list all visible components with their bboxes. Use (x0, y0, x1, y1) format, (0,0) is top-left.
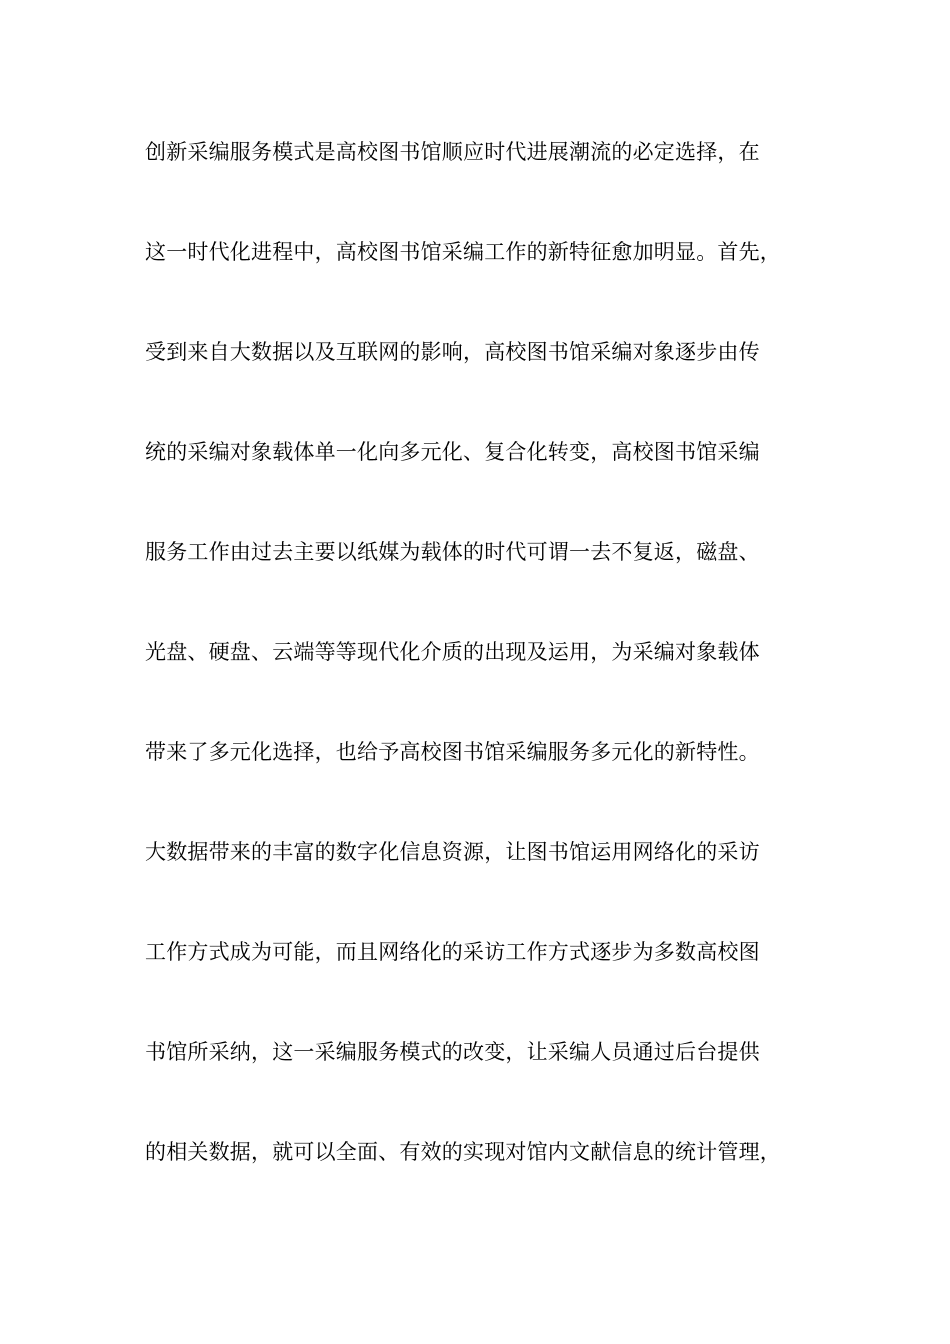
text-line: 统的采编对象载体单一化向多元化、复合化转变，高校图书馆采编 (145, 440, 760, 464)
text-line: 带来了多元化选择，也给予高校图书馆采编服务多元化的新特性。 (145, 740, 760, 764)
text-line: 服务工作由过去主要以纸媒为载体的时代可谓一去不复返，磁盘、 (145, 540, 760, 564)
body-text (145, 132, 825, 1232)
text-line: 这一时代化进程中，高校图书馆采编工作的新特征愈加明显。首先， (145, 240, 781, 264)
text-line: 光盘、硬盘、云端等等现代化介质的出现及运用，为采编对象载体 (145, 640, 760, 664)
text-line: 大数据带来的丰富的数字化信息资源，让图书馆运用网络化的采访 (145, 840, 760, 864)
text-line: 受到来自大数据以及互联网的影响，高校图书馆采编对象逐步由传 (145, 340, 760, 364)
text-line: 书馆所采纳，这一采编服务模式的改变，让采编人员通过后台提供 (145, 1040, 760, 1064)
text-line: 创新采编服务模式是高校图书馆顺应时代进展潮流的必定选择，在 (145, 140, 760, 164)
text-line: 工作方式成为可能，而且网络化的采访工作方式逐步为多数高校图 (145, 940, 760, 964)
text-line: 的相关数据，就可以全面、有效的实现对馆内文献信息的统计管理， (145, 1140, 781, 1164)
